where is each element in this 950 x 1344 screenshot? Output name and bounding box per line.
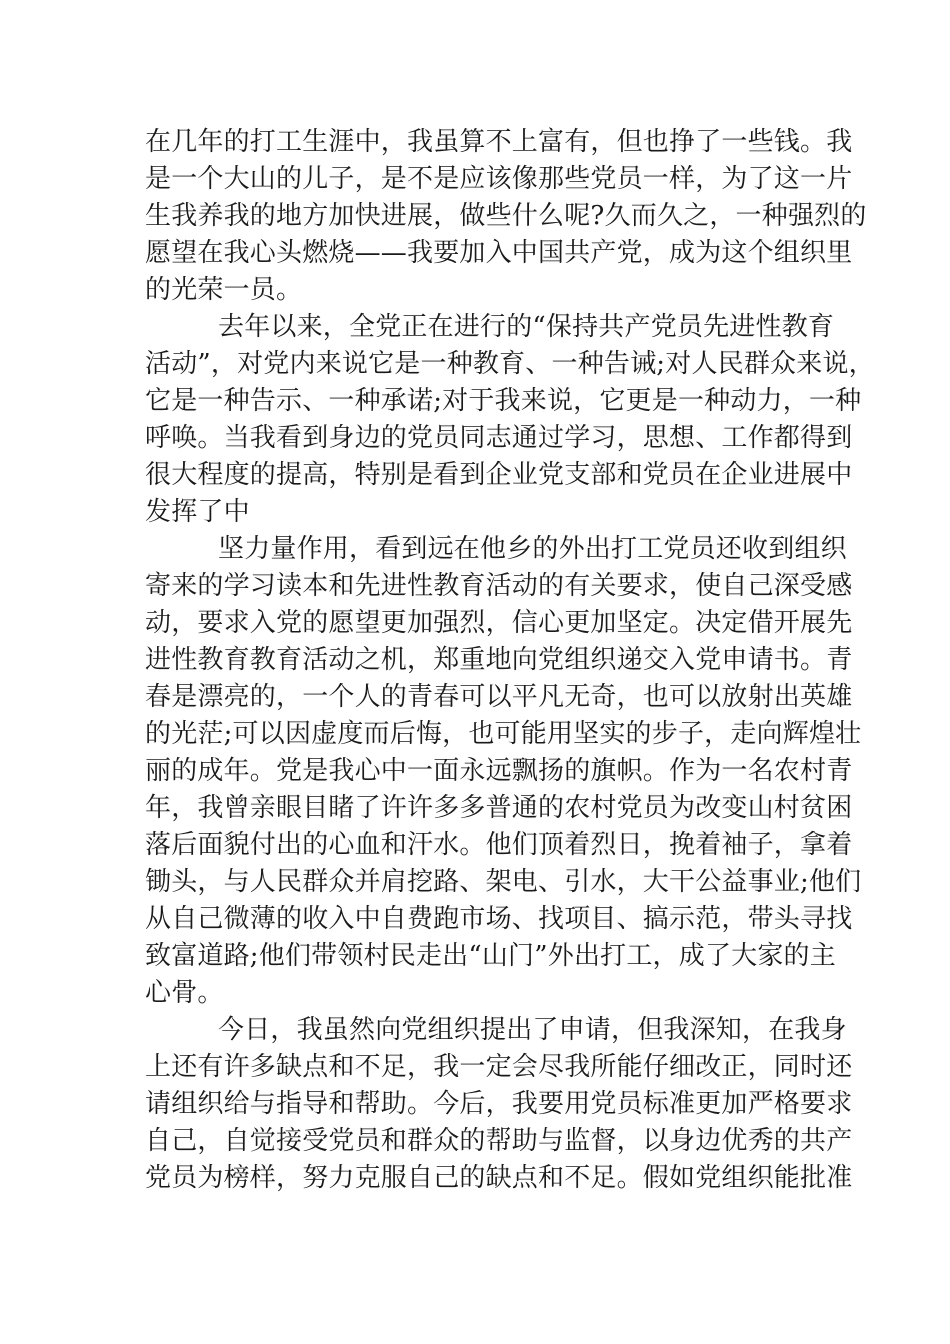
text-line: 活动”，对党内来说它是一种教育、一种告诫;对人民群众来说， (145, 349, 875, 379)
paragraph-first-line: 去年以来，全党正在进行的“保持共产党员先进性教育 (218, 312, 835, 342)
text-line: 很大程度的提高，特别是看到企业党支部和党员在企业进展中 (145, 460, 853, 490)
paragraph-first-line: 今日，我虽然向党组织提出了申请，但我深知，在我身 (218, 1015, 847, 1045)
text-line: 丽的成年。党是我心中一面永远飘扬的旗帜。作为一名农村青 (145, 756, 853, 786)
text-line: 致富道路;他们带领村民走出“山门”外出打工，成了大家的主 (145, 941, 836, 971)
text-line: 在几年的打工生涯中，我虽算不上富有，但也挣了一些钱。我 (145, 127, 853, 157)
text-line: 呼唤。当我看到身边的党员同志通过学习，思想、工作都得到 (145, 423, 853, 453)
text-line: 动，要求入党的愿望更加强烈，信心更加坚定。决定借开展先 (145, 608, 853, 638)
text-line: 它是一种告示、一种承诺;对于我来说，它更是一种动力，一种 (145, 386, 862, 416)
text-line: 锄头，与人民群众并肩挖路、架电、引水，大干公益事业;他们 (145, 867, 862, 897)
text-line: 春是漂亮的，一个人的青春可以平凡无奇，也可以放射出英雄 (145, 682, 853, 712)
text-line: 寄来的学习读本和先进性教育活动的有关要求，使自己深受感 (145, 571, 853, 601)
text-line: 进性教育教育活动之机，郑重地向党组织递交入党申请书。青 (145, 645, 853, 675)
text-line: 落后面貌付出的心血和汗水。他们顶着烈日，挽着袖子，拿着 (145, 830, 853, 860)
text-line: 愿望在我心头燃烧——我要加入中国共产党，成为这个组织里 (145, 238, 853, 268)
text-line: 从自己微薄的收入中自费跑市场、找项目、搞示范，带头寻找 (145, 904, 853, 934)
text-line: 发挥了中 (145, 497, 250, 527)
text-line: 党员为榜样，努力克服自己的缺点和不足。假如党组织能批准 (145, 1163, 853, 1193)
text-line: 请组织给与指导和帮助。今后，我要用党员标准更加严格要求 (145, 1089, 853, 1119)
text-line: 上还有许多缺点和不足，我一定会尽我所能仔细改正，同时还 (145, 1052, 853, 1082)
text-line: 自己，自觉接受党员和群众的帮助与监督，以身边优秀的共产 (145, 1126, 853, 1156)
text-line: 是一个大山的儿子，是不是应该像那些党员一样，为了这一片 (145, 164, 853, 194)
text-line: 的光荣一员。 (145, 275, 303, 305)
text-line: 年，我曾亲眼目睹了许许多多普通的农村党员为改变山村贫困 (145, 793, 853, 823)
paragraph-first-line: 坚力量作用，看到远在他乡的外出打工党员还收到组织 (218, 534, 847, 564)
text-line: 的光茫;可以因虚度而后悔，也可能用坚实的步子，走向辉煌壮 (145, 719, 862, 749)
text-line: 生我养我的地方加快进展，做些什么呢?久而久之，一种强烈的 (145, 201, 867, 231)
text-line: 心骨。 (145, 978, 224, 1008)
